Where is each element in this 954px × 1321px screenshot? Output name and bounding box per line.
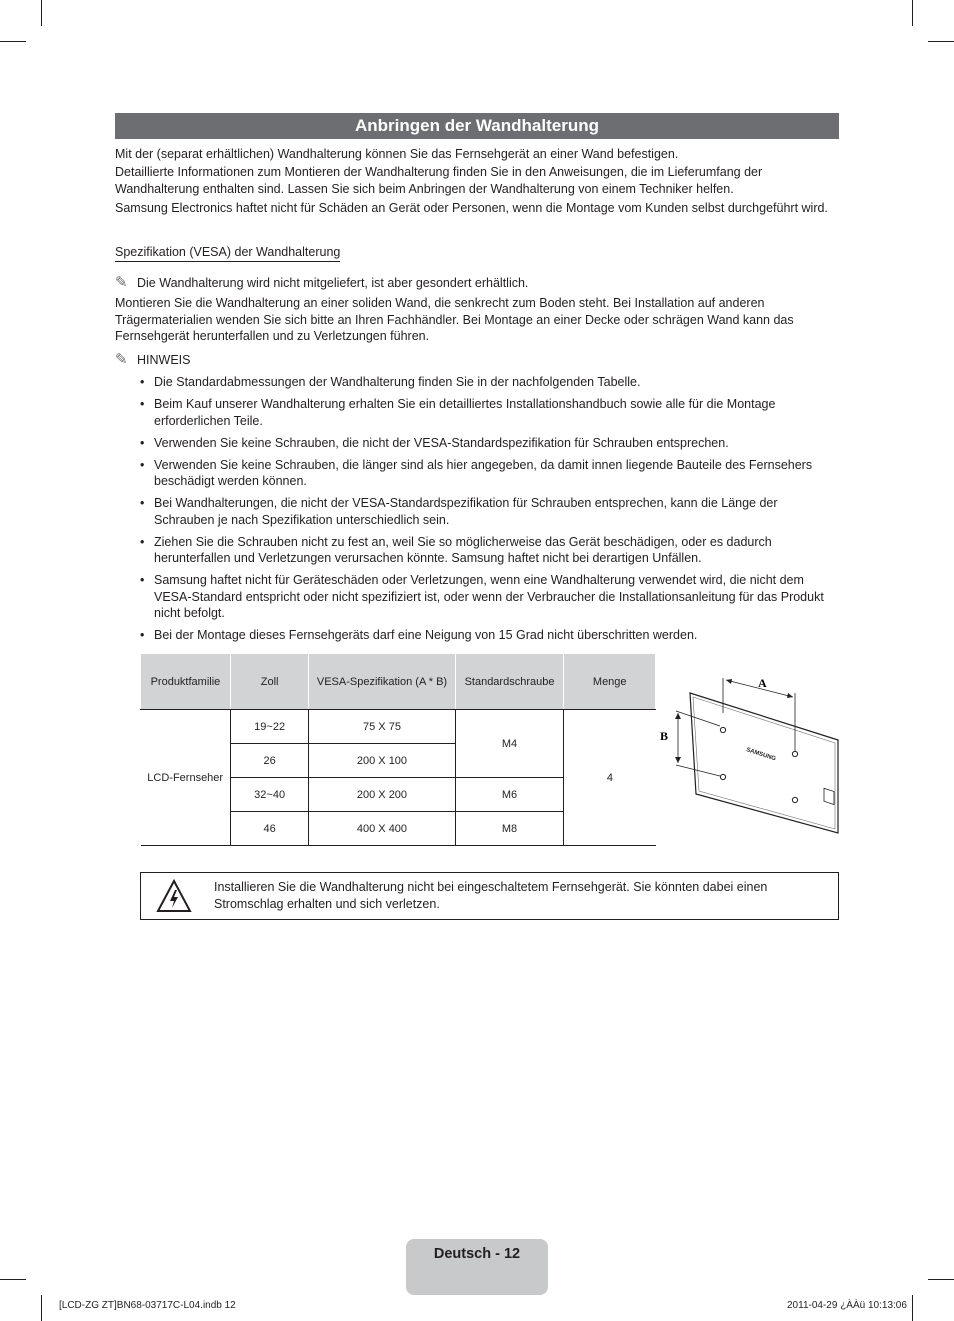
note-pencil-icon: ✎: [115, 274, 128, 291]
hinweis-list: [138, 374, 838, 649]
mount-paragraph: Montieren Sie die Wandhalterung an einer soliden Wand, die senkrecht zum Boden steht. Bei Installation auf anderen Trägermaterialien wenden Sie sich bitte an Ihren Fachhändler. Bei Montage an einer Decke oder schrägen Wand kann das Fernsehgerät herunterfallen und zu Verletzungen führen.: [115, 296, 794, 343]
list-item: • Samsung haftet nicht für Geräteschäden oder Verletzungen, wenn eine Wandhalterung verwendet wird, die nicht dem VESA-Standard entspricht oder nicht spezifiziert ist, oder wenn der Verbraucher die Installationsanleitung für das Produkt nicht befolgt.: [140, 573, 824, 620]
list-item: • Beim Kauf unserer Wandhalterung erhalten Sie ein detailliertes Installationshandbuch sowie alle für die Montage erforderlichen Teile.: [140, 397, 776, 428]
table-cell: 75 X 75: [309, 710, 455, 744]
table-cell: M6: [455, 778, 564, 812]
table-cell: M4: [455, 710, 564, 778]
bullet-icon: •: [140, 397, 145, 411]
table-cell: M8: [455, 812, 564, 846]
table-header-cell: Produktfamilie: [141, 654, 231, 710]
table-cell: 200 X 100: [309, 744, 455, 778]
bullet-icon: •: [140, 375, 145, 389]
warning-box: [140, 872, 839, 920]
crop-mark: [912, 0, 913, 26]
hinweis-heading: [115, 352, 190, 368]
list-item: • Ziehen Sie die Schrauben nicht zu fest an, weil Sie so möglicherweise das Gerät beschädigen, oder es dadurch herunterfallen und Verletzungen verursachen könnte. Samsung haftet nicht bei derartigen Unfällen.: [140, 534, 772, 565]
note-pencil-icon: ✎: [115, 351, 128, 368]
bullet-icon: •: [140, 534, 145, 549]
hinweis-label: HINWEIS: [137, 353, 191, 367]
subsection-title: Spezifikation (VESA) der Wandhalterung: [115, 244, 340, 262]
arrow-head-icon: [675, 713, 681, 719]
tv-back-outline: [690, 693, 838, 833]
intro-paragraph: Mit der (separat erhältlichen) Wandhalterung können Sie das Fernsehgerät an einer Wand befestigen.: [115, 147, 679, 161]
table-header-cell: VESA-Spezifikation (A * B): [309, 654, 455, 710]
list-item: • Verwenden Sie keine Schrauben, die nicht der VESA-Standardspezifikation für Schrauben entsprechen.: [140, 435, 729, 450]
vesa-spec-table: [140, 653, 656, 846]
intro-paragraph: Samsung Electronics haftet nicht für Schäden an Gerät oder Personen, wenn die Montage vom Kunden selbst durchgeführt wird.: [115, 201, 828, 215]
print-footer-timestamp: 2011-04-29 ¿ÀÀü 10:13:06: [787, 1300, 907, 1311]
table-cell: 19~22: [230, 710, 309, 744]
list-item: • Bei der Montage dieses Fernsehgeräts darf eine Neigung von 15 Grad nicht überschritten werden.: [140, 628, 698, 642]
table-cell: 32~40: [230, 778, 309, 812]
crop-mark: [0, 1279, 26, 1280]
dimension-label-a: A: [758, 676, 767, 690]
crop-mark: [928, 41, 954, 42]
note-not-included: [115, 275, 528, 291]
crop-mark: [912, 1295, 913, 1321]
table-cell-quantity: 4: [564, 710, 656, 846]
arrow-head-icon: [675, 757, 681, 763]
list-item: • Verwenden Sie keine Schrauben, die länger sind als hier angegeben, da damit innen liegende Bauteile des Fernsehers beschädigt werden können.: [140, 457, 813, 488]
crop-mark: [41, 0, 42, 26]
print-footer-file: [LCD-ZG ZT]BN68-03717C-L04.indb 12: [59, 1300, 236, 1311]
table-cell: 200 X 200: [309, 778, 455, 812]
electric-shock-warning-icon: [156, 879, 192, 913]
dimension-label-b: B: [660, 729, 669, 743]
crop-mark: [0, 41, 26, 42]
intro-paragraph: Detaillierte Informationen zum Montieren der Wandhalterung finden Sie in den Anweisungen, die im Lieferumfang der Wandhalterung enthalten sind. Lassen Sie sich beim Anbringen der Wandhalterung von einem Techniker helfen.: [115, 165, 763, 196]
crop-mark: [928, 1279, 954, 1280]
table-cell: 46: [230, 812, 309, 846]
warning-text: Installieren Sie die Wandhalterung nicht bei eingeschaltetem Fernsehgerät. Sie könnten dabei einen Stromschlag erhalten und sich verletzen.: [214, 880, 768, 911]
table-cell: 26: [230, 744, 309, 778]
bullet-icon: •: [140, 496, 145, 510]
arrow-head-icon: [787, 693, 793, 698]
page-number-tab: Deutsch - 12: [406, 1239, 548, 1295]
table-cell: 400 X 400: [309, 812, 455, 846]
table-row: [141, 710, 656, 744]
list-item: • Bei Wandhalterungen, die nicht der VESA-Standardspezifikation für Schrauben entsprechen, kann die Länge der Schrauben je nach Spezifikation unterschiedlich sein.: [140, 496, 778, 527]
bullet-icon: •: [140, 573, 145, 587]
note-text: Die Wandhalterung wird nicht mitgeliefert, ist aber gesondert erhältlich.: [137, 276, 529, 290]
table-header-cell: Zoll: [230, 654, 309, 710]
section-title: Anbringen der Wandhalterung: [115, 113, 839, 139]
table-header-cell: Standardschraube: [455, 654, 564, 710]
tv-back-diagram: [660, 668, 842, 836]
bullet-icon: •: [140, 435, 145, 450]
table-header-cell: Menge: [564, 654, 656, 710]
bullet-icon: •: [140, 628, 145, 642]
bullet-icon: •: [140, 457, 145, 472]
table-cell-family: LCD-Fernseher: [141, 710, 231, 846]
table-header-row: [141, 654, 656, 710]
brand-logo: SAMSUNG: [745, 747, 777, 763]
list-item: • Die Standardabmessungen der Wandhalterung finden Sie in der nachfolgenden Tabelle.: [140, 375, 641, 389]
arrow-head-icon: [726, 679, 732, 684]
crop-mark: [41, 1295, 42, 1321]
